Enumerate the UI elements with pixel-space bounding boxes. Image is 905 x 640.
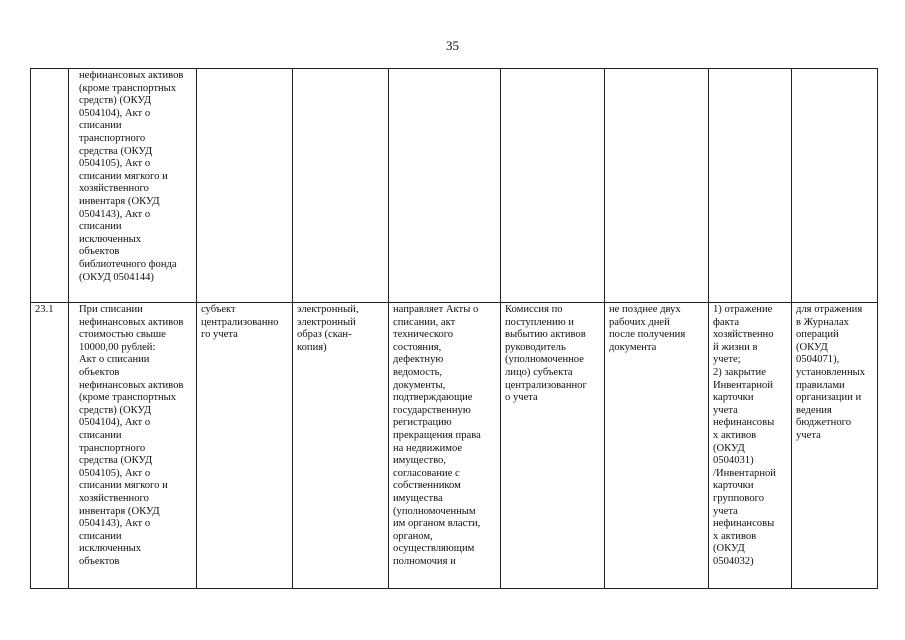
page-number: 35 [446, 38, 459, 53]
purpose-cell [709, 69, 792, 303]
row-number-cell: 23.1 [31, 303, 69, 589]
composer-cell [197, 69, 293, 303]
action-cell: направляет Акты о списании, акт технического состояния, дефектную ведомость, документы, подтверждающие государственную регистрацию прекращения права на недвижимое имущество, согласование с собственником имущества (уполномоченным им органом власти, органом, осуществляющим полномочия и [389, 303, 501, 589]
row-number-cell [31, 69, 69, 303]
format-cell: электронный, электронный образ (скан- копия) [293, 303, 389, 589]
deadline-cell [605, 69, 709, 303]
composer-cell: субъект централизованно го учета [197, 303, 293, 589]
registry-cell: для отражения в Журналах операций (ОКУД 0504071), установленных правилами организации и ведения бюджетного учета [792, 303, 878, 589]
table-row [31, 303, 878, 589]
purpose-cell: 1) отражение факта хозяйственно й жизни в учете; 2) закрытие Инвентарной карточки учета нефинансовы х активов (ОКУД 0504031) /Инвентарной карточки группового учета нефинансовы х активов (ОКУД 0504032) [709, 303, 792, 589]
action-cell [389, 69, 501, 303]
document-table [30, 68, 878, 589]
document-name-cell: При списании нефинансовых активов стоимостью свыше 10000,00 рублей: Акт о списании объектов нефинансовых активов (кроме транспортных средств) (ОКУД 0504104), Акт о списании транспортного средства (ОКУД 0504105), Акт о списании мягкого и хозяйственного инвентаря (ОКУД 0504143), Акт о списании исключенных объектов [69, 303, 197, 589]
registry-cell [792, 69, 878, 303]
document-name-cell: нефинансовых активов (кроме транспортных средств) (ОКУД 0504104), Акт о списании транспортного средства (ОКУД 0504105), Акт о списании мягкого и хозяйственного инвентаря (ОКУД 0504143), Акт о списании исключенных объектов библиотечного фонда (ОКУД 0504144) [69, 69, 197, 303]
format-cell [293, 69, 389, 303]
deadline-cell: не позднее двух рабочих дней после получения документа [605, 303, 709, 589]
signer-cell: Комиссия по поступлению и выбытию активов руководитель (уполномоченное лицо) субъекта централизованног о учета [501, 303, 605, 589]
table-row [31, 69, 878, 303]
signer-cell [501, 69, 605, 303]
